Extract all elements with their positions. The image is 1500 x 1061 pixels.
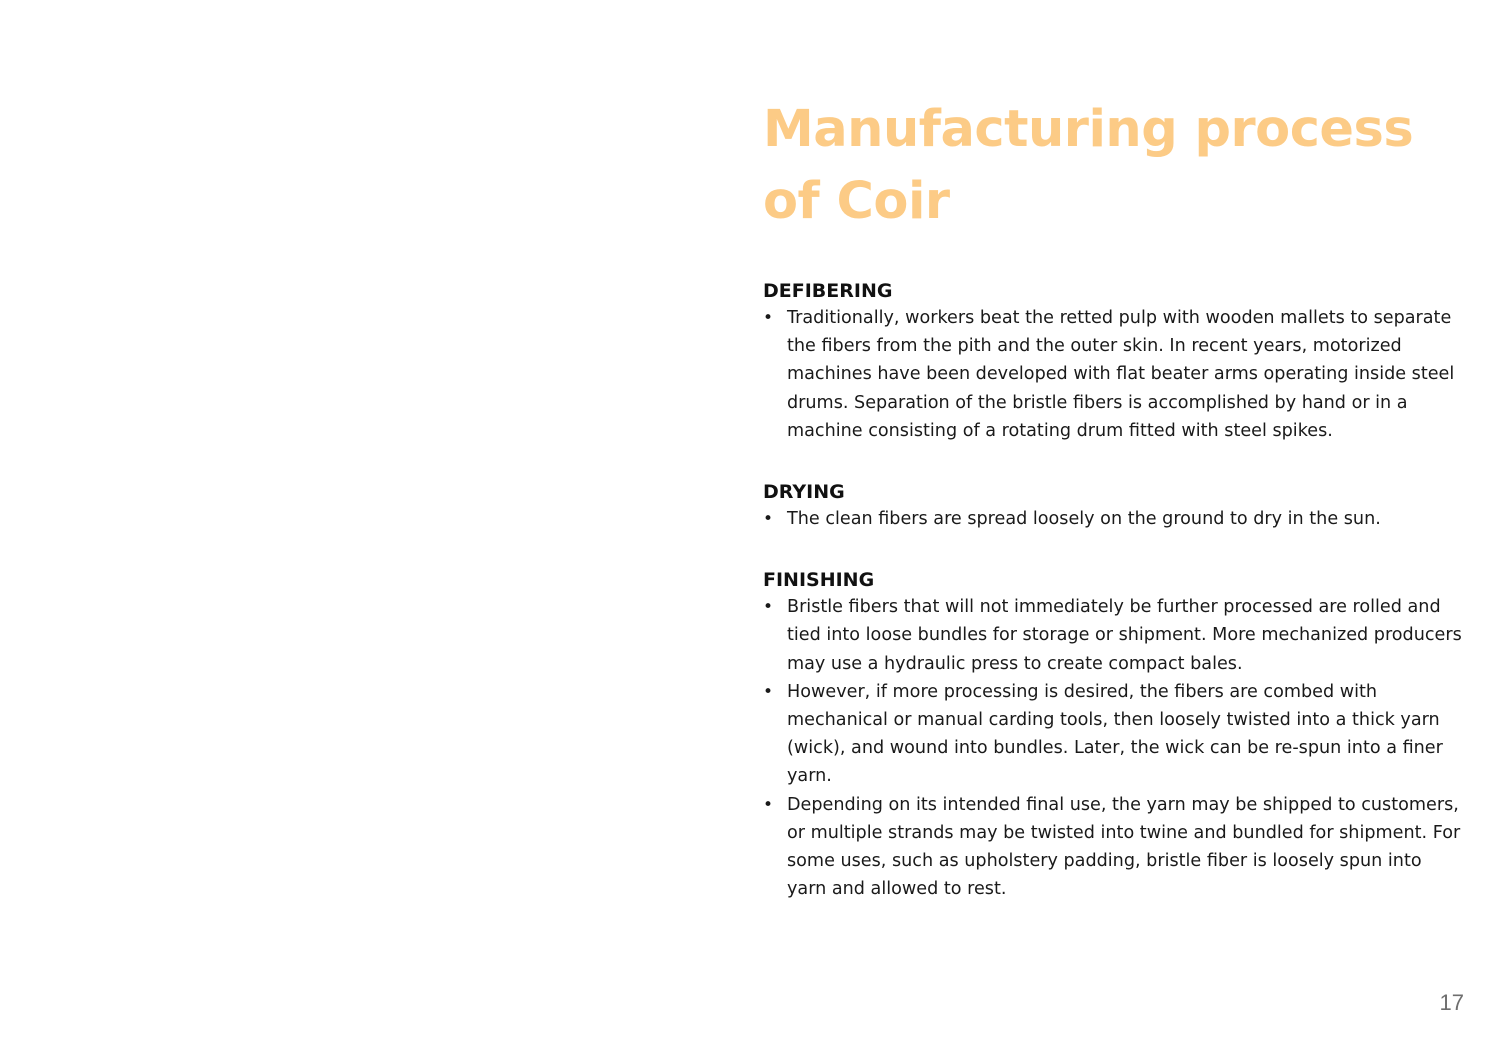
page-content — [763, 94, 1463, 903]
page-number: 17 — [1439, 990, 1464, 1015]
list-item — [763, 505, 1463, 533]
list-item-text: Depending on its intended final use, the yarn may be shipped to customers, or multiple strands may be twisted into twine and bundled for shipment. For some uses, such as upholstery padding, bristle fiber is loosely spun into yarn and allowed to rest. — [787, 794, 1461, 900]
section-heading: FINISHING — [763, 569, 875, 592]
section-drying — [763, 479, 1463, 533]
page-title-line-1: Manufacturing process — [763, 100, 1414, 159]
bullet-icon: • — [763, 509, 774, 530]
section-finishing — [763, 567, 1463, 903]
bullet-list — [763, 505, 1463, 533]
list-item — [763, 593, 1463, 678]
list-item-text: Traditionally, workers beat the retted pulp with wooden mallets to separate the fibers from the pith and the outer skin. In recent years, motorized machines have been developed with flat beater arms operating inside steel drums. Separation of the bristle fibers is accomplished by hand or in a machine consisting of a rotating drum fitted with steel spikes. — [787, 308, 1455, 441]
bullet-icon: • — [763, 308, 774, 328]
page-title — [763, 94, 1463, 238]
bullet-icon: • — [763, 794, 774, 815]
bullet-icon: • — [763, 597, 774, 618]
section-heading: DEFIBERING — [763, 280, 893, 302]
section-heading: DRYING — [763, 481, 845, 504]
list-item-text: However, if more processing is desired, the fibers are combed with mechanical or manual carding tools, then loosely twisted into a thick yarn (wick), and wound into bundles. Later, the wick can be re-spun into a finer yarn. — [787, 681, 1443, 787]
section-defibering — [763, 278, 1463, 445]
bullet-list — [763, 304, 1463, 445]
list-item — [763, 791, 1463, 904]
list-item-text: The clean fibers are spread loosely on the ground to dry in the sun. — [787, 509, 1381, 530]
bullet-list — [763, 593, 1463, 903]
list-item-text: Bristle fibers that will not immediately be further processed are rolled and tied into loose bundles for storage or shipment. More mechanized producers may use a hydraulic press to create compact bales. — [787, 597, 1462, 674]
bullet-icon: • — [763, 681, 774, 702]
list-item — [763, 304, 1463, 445]
page-title-line-2: of Coir — [763, 172, 950, 231]
list-item — [763, 678, 1463, 791]
